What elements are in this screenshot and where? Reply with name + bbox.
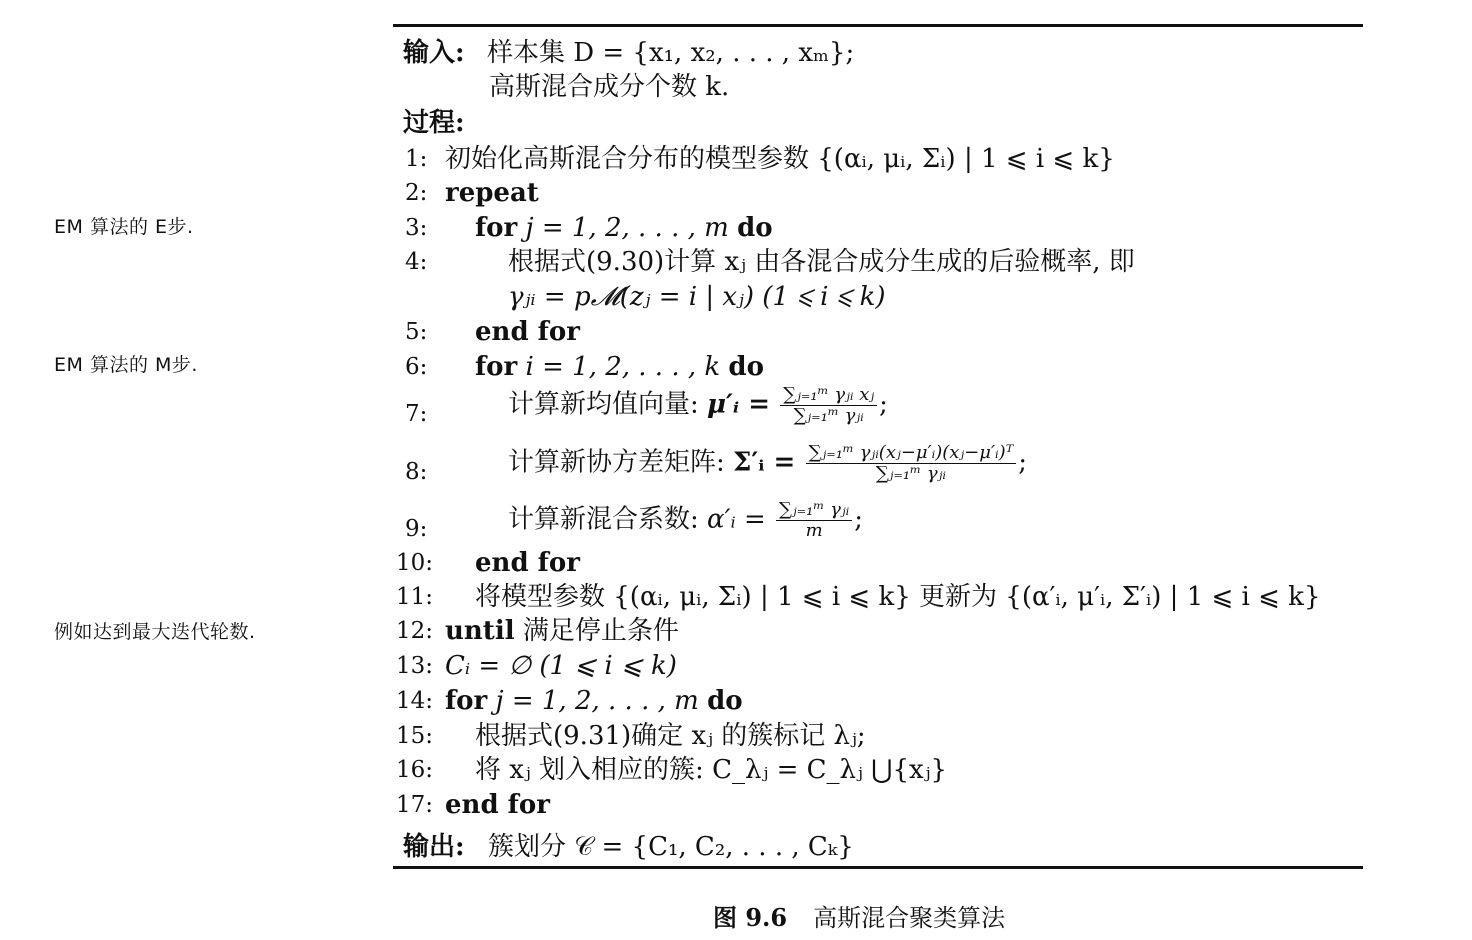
line-number: 13:: [396, 653, 434, 679]
line-number: 4:: [405, 249, 428, 275]
figure-title: 高斯混合聚类算法: [813, 904, 1006, 932]
output-text: 簇划分 𝒞 = {C₁, C₂, . . . , Cₖ}: [488, 832, 854, 862]
line-text: end for: [475, 317, 580, 347]
formula-lhs: μ′ᵢ =: [707, 389, 770, 420]
fraction-numerator: ∑ⱼ₌₁ᵐ γⱼᵢ xⱼ: [780, 385, 877, 406]
line-text: γⱼᵢ = p𝓜(zⱼ = i | xⱼ) (1 ⩽ i ⩽ k): [508, 282, 886, 312]
line-number: 15:: [396, 723, 434, 749]
line-number: 2:: [405, 180, 428, 206]
line-text: repeat: [445, 178, 539, 208]
keyword-do: do: [737, 213, 773, 243]
fraction: [776, 500, 852, 541]
fraction-numerator: ∑ⱼ₌₁ᵐ γⱼᵢ: [776, 500, 852, 521]
keyword-do: do: [728, 352, 764, 382]
margin-note-m-step: EM 算法的 M步.: [54, 354, 198, 376]
loop-range: j = 1, 2, . . . , m: [525, 213, 729, 243]
line-number: 1:: [405, 146, 428, 172]
line-text: end for: [445, 790, 550, 820]
input-text-1: 样本集 D = {x₁, x₂, . . . , xₘ};: [487, 38, 855, 68]
line-text: 将模型参数 {(αᵢ, μᵢ, Σᵢ) | 1 ⩽ i ⩽ k} 更新为 {(α′ᵢ, μ′ᵢ, Σ′ᵢ) | 1 ⩽ i ⩽ k}: [475, 582, 1321, 612]
line-number: 17:: [396, 792, 434, 818]
formula-tail: ;: [1018, 447, 1028, 478]
line-number: 7:: [405, 401, 428, 427]
input-text-2: 高斯混合成分个数 k.: [489, 72, 730, 102]
formula-label: 计算新协方差矩阵:: [508, 447, 725, 478]
fraction-denominator: ∑ⱼ₌₁ᵐ γⱼᵢ: [875, 463, 947, 484]
keyword-do: do: [707, 686, 743, 716]
formula-tail: ;: [854, 504, 864, 535]
line-number: 3:: [405, 215, 428, 241]
line-number: 14:: [396, 688, 434, 714]
keyword-for: for: [475, 352, 518, 382]
input-label: 输入:: [403, 38, 465, 68]
keyword-for: for: [445, 686, 488, 716]
line-number: 5:: [405, 319, 428, 345]
figure-number: 图 9.6: [713, 903, 788, 932]
line-text: 根据式(9.30)计算 xⱼ 由各混合成分生成的后验概率, 即: [508, 247, 1135, 277]
line-text: 根据式(9.31)确定 xⱼ 的簇标记 λⱼ;: [475, 721, 866, 751]
fraction: [780, 385, 877, 426]
line-text: 初始化高斯混合分布的模型参数 {(αᵢ, μᵢ, Σᵢ) | 1 ⩽ i ⩽ k}: [445, 144, 1115, 174]
line-number: 6:: [405, 354, 428, 380]
margin-note-e-step: EM 算法的 E步.: [54, 216, 194, 238]
line-number: 10:: [396, 550, 434, 576]
loop-range: j = 1, 2, . . . , m: [495, 686, 699, 716]
line-number: 8:: [405, 459, 428, 485]
line-text: 满足停止条件: [522, 616, 679, 646]
figure-caption: [713, 898, 1005, 933]
keyword-until: until: [445, 616, 515, 646]
loop-range: i = 1, 2, . . . , k: [525, 352, 721, 382]
line-text: end for: [475, 548, 580, 578]
formula-label: 计算新混合系数:: [508, 504, 699, 535]
line-number: 11:: [396, 584, 434, 610]
fraction: [806, 443, 1017, 484]
line-number: 9:: [405, 516, 428, 542]
formula-lhs: α′ᵢ =: [707, 504, 766, 535]
line-text: 将 xⱼ 划入相应的簇: C_λⱼ = C_λⱼ ⋃{xⱼ}: [475, 755, 948, 785]
formula-label: 计算新均值向量:: [508, 389, 699, 420]
line-number: 16:: [396, 757, 434, 783]
fraction-denominator: ∑ⱼ₌₁ᵐ γⱼᵢ: [793, 405, 864, 426]
output-label: 输出:: [403, 832, 465, 862]
line-number: 12:: [396, 618, 434, 644]
fraction-numerator: ∑ⱼ₌₁ᵐ γⱼᵢ(xⱼ−μ′ᵢ)(xⱼ−μ′ᵢ)ᵀ: [806, 443, 1017, 464]
fraction-denominator: m: [805, 520, 823, 541]
margin-note-stop: 例如达到最大迭代轮数.: [54, 621, 256, 643]
formula-tail: ;: [879, 389, 888, 420]
line-text: Cᵢ = ∅ (1 ⩽ i ⩽ k): [445, 651, 677, 681]
formula-lhs: Σ′ᵢ =: [733, 447, 796, 478]
process-label: 过程:: [403, 108, 465, 138]
keyword-for: for: [475, 213, 518, 243]
